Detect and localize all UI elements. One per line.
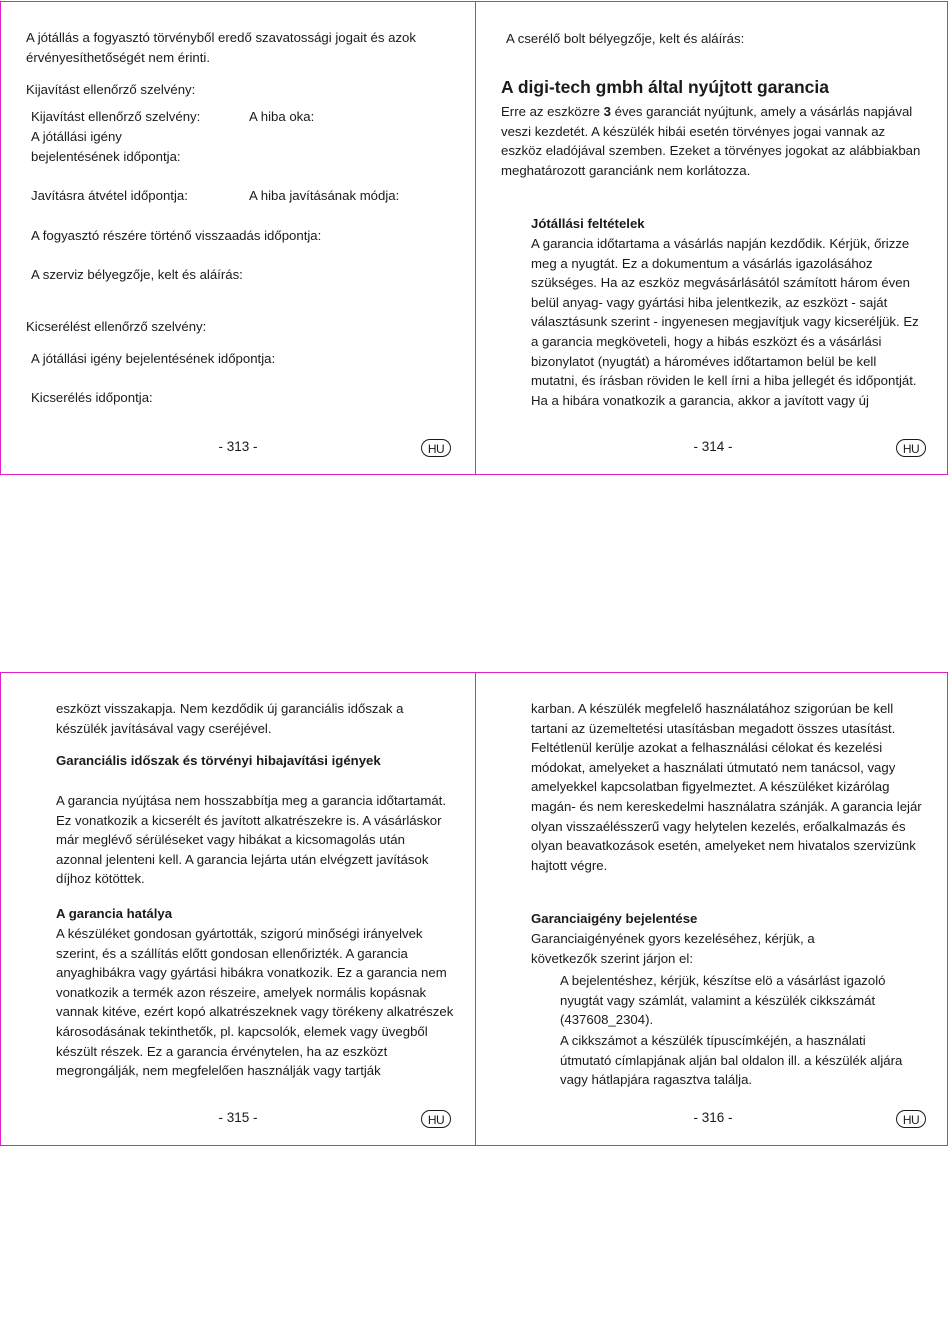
- intro-text-end: éves garanciát nyújtunk, amely a vásárlás napjával veszi kezdetét. A készülék hibái esetén törvényes jogai vannak az eszköz eladójával szemben. Ezeket a törvényes jogokat az alábbiakban meghatározott garanciánk nem korlátozza.: [501, 104, 921, 178]
- repair-method-label: A hiba javításának módja:: [249, 188, 400, 203]
- continued-text: eszközt visszakapja. Nem kezdődik új garanciális időszak a készülék javításával vagy cseréjével.: [56, 701, 404, 736]
- page-number: - 316 -: [693, 1110, 733, 1125]
- warranty-title: A digi-tech gmbh által nyújtott garancia: [501, 77, 829, 97]
- claim-step-2: A cikkszámot a készülék típuscímkéjén, a használati útmutató címlapjának alján bal oldalon ill. a készülék aljára vagy hátlapjára ragasztva találja.: [560, 1033, 903, 1088]
- sheet-top: [0, 1, 948, 475]
- warranty-years: 3: [603, 104, 611, 119]
- claim-date-label-line1: A jótállási igény: [31, 129, 122, 144]
- claim-date-label-line2: bejelentésének időpontja:: [31, 149, 181, 164]
- conditions-heading: Jótállási feltételek: [531, 216, 645, 231]
- repair-coupon-heading: Kijavítást ellenőrző szelvény:: [26, 82, 196, 97]
- language-badge: HU: [896, 439, 926, 457]
- language-badge: HU: [421, 1110, 451, 1128]
- page-313: [1, 2, 475, 474]
- page-number: - 313 -: [218, 439, 258, 454]
- shop-stamp-label: A cserélő bolt bélyegzője, kelt és aláírás:: [506, 31, 745, 46]
- warranty-intro: [501, 102, 921, 180]
- continued-text: karban. A készülék megfelelő használatához szigorúan be kell tartani az üzemeltetési utasításban megadott összes utasítást. Feltétlenül kerülje azokat a felhasználási célokat és kezelési módokat, amelyeket a használati útmutató nem tanácsol, vagy amelyekkel kapcsolatban figyelmeztet. A készüléket kizárólag magán- és nem kereskedelmi használatra szánják. A garancia lejár olyan visszaélésszerű vagy helytelen kezelés, erőalkalmazás és olyan beavatkozások esetén, amelyeket nem hivatalos szervizünk hajtott végre.: [531, 701, 922, 873]
- replace-claim-date-label: A jótállási igény bejelentésének időpontja:: [31, 351, 276, 366]
- fault-reason-label: A hiba oka:: [249, 109, 315, 124]
- service-stamp-label: A szerviz bélyegzője, kelt és aláírás:: [31, 267, 243, 282]
- sheet-bottom: [0, 672, 948, 1146]
- return-date-label: A fogyasztó részére történő visszaadás időpontja:: [31, 228, 322, 243]
- page-315: [1, 673, 475, 1145]
- replace-coupon-heading: Kicserélést ellenőrző szelvény:: [26, 319, 207, 334]
- scope-heading: A garancia hatálya: [56, 906, 173, 921]
- language-badge: HU: [896, 1110, 926, 1128]
- repair-coupon-title: Kijavítást ellenőrző szelvény:: [31, 109, 201, 124]
- warranty-intro: A jótállás a fogyasztó törvényből eredő szavatossági jogait és azok érvényesíthetőségét nem érinti.: [26, 30, 416, 65]
- conditions-body: A garancia időtartama a vásárlás napján kezdődik. Kérjük, őrizze meg a nyugtát. Ez a dokumentum a vásárlás igazolásához szükséges. Ha az eszköz megvásárlásától számított három éven belül anyag- vagy gyártási hiba jelentkezik, az eszközt - saját választásunk szerint - ingyenesen megjavítjuk vagy kicseréljük. Ez a garancia megköveteli, hogy a hibás eszközt és a vásárlási bizonylatot (nyugtát) a hároméves időtartamon belül be kell mutatni, és írásban röviden le kell írni a hiba jellegét és időpontját. Ha a hibára vonatkozik a garancia, akkor a javított vagy új: [531, 236, 919, 408]
- intro-text-start: Erre az eszközre: [501, 104, 604, 119]
- language-badge: HU: [421, 439, 451, 457]
- page-number: - 315 -: [218, 1110, 258, 1125]
- replace-date-label: Kicserélés időpontja:: [31, 390, 153, 405]
- page-314: [476, 2, 950, 474]
- page-number: - 314 -: [693, 439, 733, 454]
- claim-heading: Garanciaigény bejelentése: [531, 911, 698, 926]
- scope-body: A készüléket gondosan gyártották, szigorú minőségi irányelvek szerint, és a szállítás előtt gondosan ellenőrizték. A garancia anyaghibákra vagy gyártási hibákra vonatkozik. Ez a garancia nem vonatkozik a termék azon részeire, amelyek normális kopásnak vannak kitéve, ezért kopó alkatrészeknek vagy törékeny alkatrészek károsodásának tekinthetők, pl. kapcsolók, elemek vagy üvegből készült részek. Ez a garancia érvénytelen, ha az eszközt megrongálják, nem megfelelően használják vagy tartják: [56, 926, 454, 1079]
- period-body: A garancia nyújtása nem hosszabbítja meg a garancia időtartamát. Ez vonatkozik a kicserélt és javított alkatrészekre is. A vásárláskor már meglévő sérüléseket vagy hibákat a kicsomagolás után azonnal jelenteni kell. A garancia lejárta után elvégzett javítások díjhoz kötöttek.: [56, 793, 446, 887]
- page-316: [476, 673, 950, 1145]
- taken-for-repair-label: Javításra átvétel időpontja:: [31, 188, 188, 203]
- claim-intro: Garanciaigényének gyors kezeléséhez, kérjük, a következők szerint járjon el:: [531, 931, 815, 966]
- claim-step-1: A bejelentéshez, kérjük, készítse elö a vásárlást igazoló nyugtát vagy számlát, valamint a készülék cikkszámát (437608_2304).: [560, 973, 886, 1028]
- period-heading: Garanciális időszak és törvényi hibajavítási igények: [56, 753, 381, 768]
